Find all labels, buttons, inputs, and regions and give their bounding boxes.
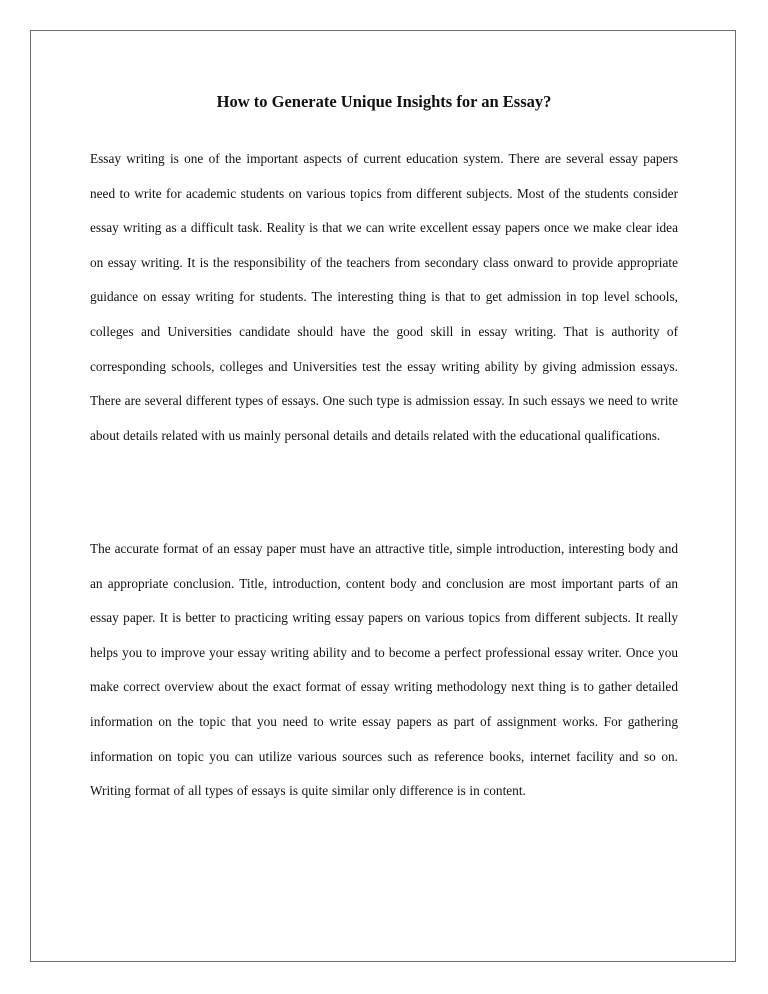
paragraph-1: Essay writing is one of the important aspects of current education system. There are several essay papers need to write for academic students on various topics from different subjects. Most of the students consider essay writing as a difficult task. Reality is that we can write excellent essay papers once we make clear idea on essay writing. It is the responsibility of the teachers from secondary class onward to provide appropriate guidance on essay writing for students. The interesting thing is that to get admission in top level schools, colleges and Universities candidate should have the good skill in essay writing. That is authority of corresponding schools, colleges and Universities test the essay writing ability by giving admission essays. There are several different types of essays. One such type is admission essay. In such essays we need to write about details related with us mainly personal details and details related with the educational qualifications. <box>90 151 678 443</box>
paragraph-2: The accurate format of an essay paper must have an attractive title, simple introduction, interesting body and an appropriate conclusion. Title, introduction, content body and conclusion are most important parts of an essay paper. It is better to practicing writing essay papers on various topics from different subjects. It really helps you to improve your essay writing ability and to become a perfect professional essay writer. Once you make correct overview about the exact format of essay writing methodology next thing is to gather detailed information on the topic that you need to write essay papers as part of assignment works. For gathering information on topic you can utilize various sources such as reference books, internet facility and so on. Writing format of all types of essays is quite similar only difference is in content. <box>90 541 678 799</box>
document-title: How to Generate Unique Insights for an Essay? <box>216 92 552 111</box>
